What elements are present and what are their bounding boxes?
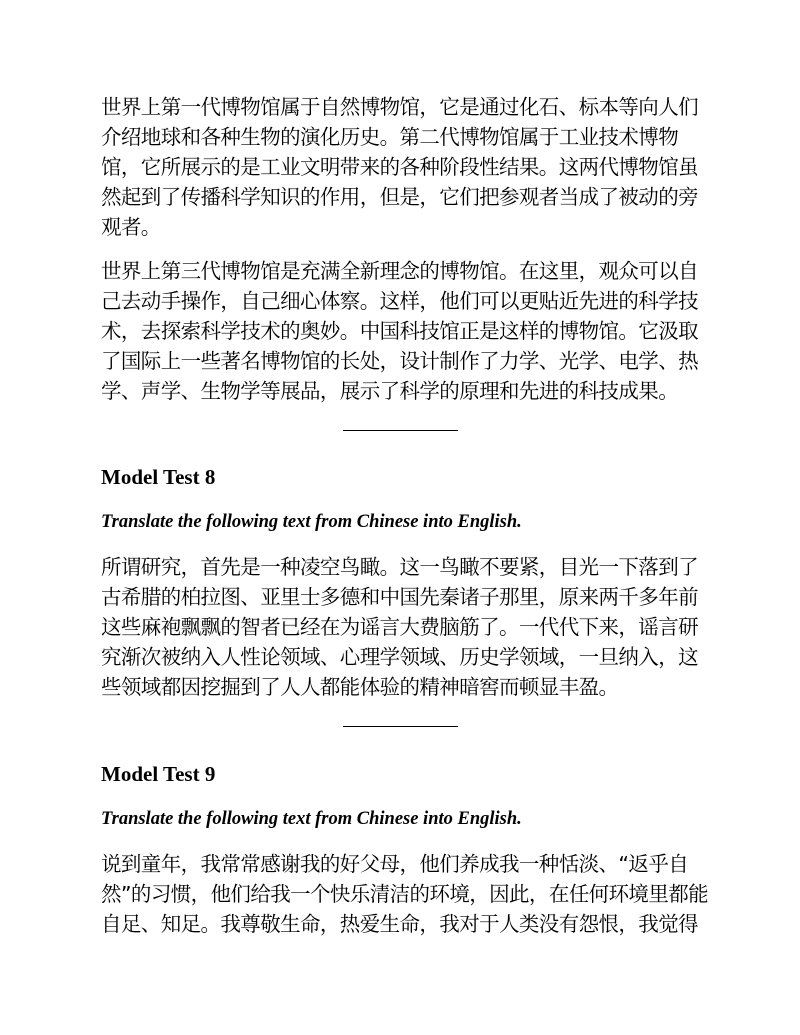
- section-title: Model Test 8: [101, 465, 216, 489]
- paragraph-text: [101, 552, 698, 702]
- text-line: 己去动手操作，自己细心体察。这样，他们可以更贴近先进的科学技: [101, 289, 698, 313]
- text-line: 古希腊的柏拉图、亚里士多德和中国先秦诸子那里，原来两千多年前: [101, 585, 698, 609]
- text-line: 所谓研究，首先是一种凌空鸟瞰。这一鸟瞰不要紧，目光一下落到了: [101, 555, 698, 579]
- paragraph-text: [101, 849, 709, 939]
- instruction-text: Translate the following text from Chinese into English.: [101, 512, 522, 532]
- paragraph-text: [101, 92, 698, 242]
- text-line: 自足、知足。我尊敬生命，热爱生命，我对于人类没有怨恨，我觉得: [101, 912, 698, 936]
- paragraph-third-generation: [101, 256, 698, 424]
- divider-line: [343, 726, 458, 727]
- paragraph-museum-generations: [101, 92, 698, 260]
- text-line: 介绍地球和各种生物的演化历史。第二代博物馆属于工业技术博物: [101, 125, 679, 149]
- model-test-8-instruction: [101, 509, 522, 535]
- text-line: 然”的习惯，他们给我一个快乐清洁的环境，因此，在任何环境里都能: [101, 882, 709, 906]
- model-test-9-instruction: [101, 806, 522, 832]
- divider-line: [343, 430, 458, 431]
- paragraph-text: [101, 256, 698, 406]
- text-line: 这些麻袍飘飘的智者已经在为谣言大费脑筋了。一代代下来，谣言研: [101, 615, 698, 639]
- text-line: 馆，它所展示的是工业文明带来的各种阶段性结果。这两代博物馆虽: [101, 155, 698, 179]
- text-line: 说到童年，我常常感谢我的好父母，他们养成我一种恬淡、“返乎自: [101, 852, 689, 876]
- section-divider: [101, 726, 458, 727]
- text-line: 世界上第一代博物馆属于自然博物馆，它是通过化石、标本等向人们: [101, 95, 698, 119]
- text-line: 世界上第三代博物馆是充满全新理念的博物馆。在这里，观众可以自: [101, 259, 698, 283]
- text-line: 学、声学、生物学等展品，展示了科学的原理和先进的科技成果。: [101, 379, 679, 403]
- model-test-9-passage: [101, 849, 709, 957]
- section-title: Model Test 9: [101, 762, 216, 786]
- model-test-8-heading: [101, 462, 215, 492]
- text-line: 些领域都因挖掘到了人人都能体验的精神暗窖而顿显丰盈。: [101, 675, 619, 699]
- text-line: 术，去探索科学技术的奥妙。中国科技馆正是这样的博物馆。它汲取: [101, 319, 698, 343]
- text-line: 了国际上一些著名博物馆的长处，设计制作了力学、光学、电学、热: [101, 349, 698, 373]
- text-line: 然起到了传播科学知识的作用，但是，它们把参观者当成了被动的旁: [101, 185, 698, 209]
- model-test-9-heading: [101, 759, 215, 789]
- section-divider: [101, 430, 458, 431]
- text-line: 观者。: [101, 215, 161, 239]
- instruction-text: Translate the following text from Chinese into English.: [101, 809, 522, 829]
- text-line: 究渐次被纳入人性论领域、心理学领域、历史学领域，一旦纳入，这: [101, 645, 698, 669]
- model-test-8-passage: [101, 552, 698, 720]
